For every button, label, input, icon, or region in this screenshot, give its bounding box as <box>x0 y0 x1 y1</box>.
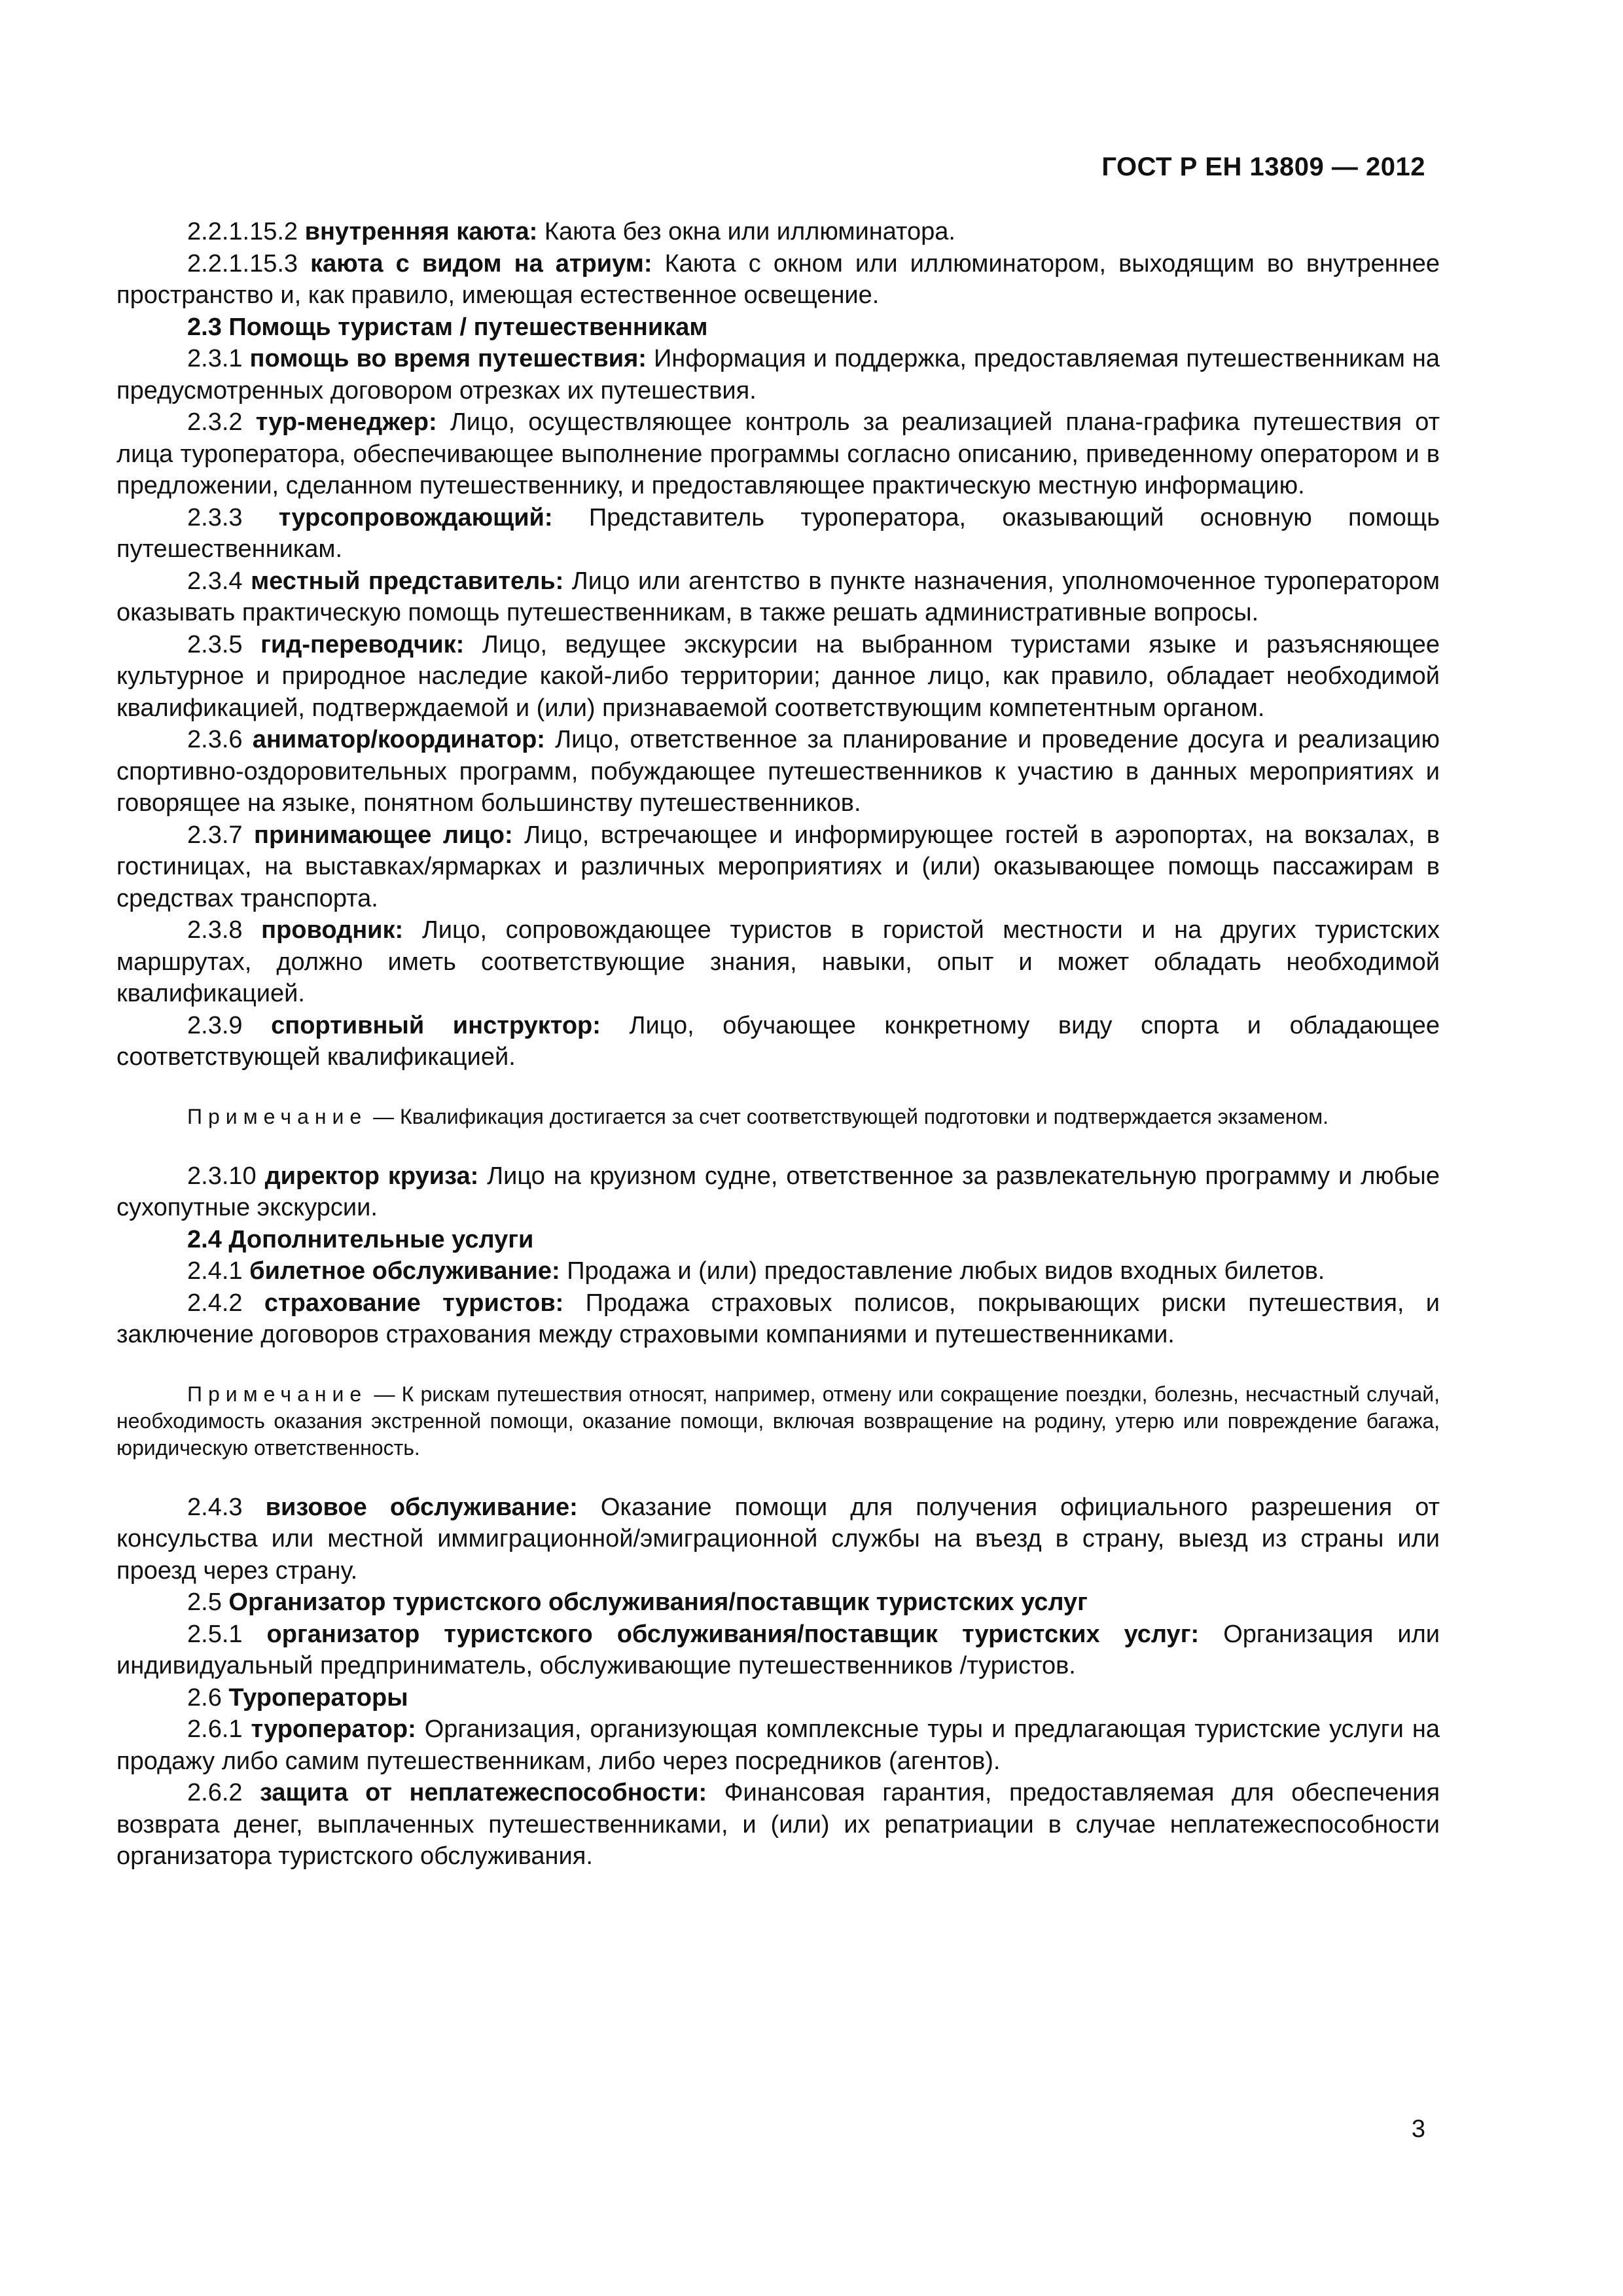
document-body <box>116 216 1440 1873</box>
term-item <box>116 406 1440 502</box>
term-definition: Лицо, сопровождающее туристов в гористой местности и на других туристских маршрутах, должно иметь соответствующие знания, навыки, опыт и может обладать необходимой квалификацией. <box>116 916 1440 1007</box>
section-heading: 2.3 Помощь туристам / путешественникам <box>187 313 708 341</box>
term-title: директор круиза: <box>264 1162 479 1190</box>
term-number: 2.4.1 <box>187 1257 243 1285</box>
term-title: проводник: <box>261 916 404 944</box>
term-title: страхование туристов: <box>264 1289 564 1317</box>
term-title: организатор туристского обслуживания/поставщик туристских услуг: <box>266 1620 1200 1648</box>
term-number: 2.2.1.15.3 <box>187 249 298 278</box>
term-item <box>116 1010 1440 1073</box>
term-number: 2.3.3 <box>187 503 243 531</box>
section-title: Туроператоры <box>228 1683 408 1712</box>
term-title: принимающее лицо: <box>254 821 513 849</box>
term-item <box>116 1492 1440 1587</box>
term-title: каюта с видом на атриум: <box>310 249 652 278</box>
term-item <box>116 1713 1440 1777</box>
section-heading: 2.4 Дополнительные услуги <box>187 1225 534 1253</box>
term-definition: Лицо, встречающее и информирующее гостей в аэропортах, на вокзалах, в гостиницах, на выставках/ярмарках и различных мероприятиях и (или) оказывающее помощь пассажирам в средствах транспорта. <box>116 821 1440 912</box>
note-text: — К рискам путешествия относят, например, отмену или сокращение поездки, болезнь, несчастный случай, необходимость оказания экстренной помощи, оказание помощи, включая возвращение на родину, утерю или повреждение багажа, юридическую ответственность. <box>116 1382 1440 1460</box>
term-title: визовое обслуживание: <box>265 1493 578 1521</box>
term-definition: Организация, организующая комплексные туры и предлагающая туристские услуги на продажу либо самим путешественникам, либо через посредников (агентов). <box>116 1715 1440 1775</box>
note <box>116 1381 1440 1462</box>
term-number: 2.4.2 <box>187 1289 243 1317</box>
term-number: 2.3.9 <box>187 1011 243 1039</box>
term-number: 2.3.2 <box>187 408 243 436</box>
term-definition: Лицо, ответственное за планирование и проведение досуга и реализацию спортивно-оздоровительных программ, побуждающее путешественников к участию в данных мероприятиях и говорящее на языке, понятном большинству путешественников. <box>116 726 1440 817</box>
note-label: Примечание <box>187 1382 368 1406</box>
term-item <box>116 1777 1440 1873</box>
term-number: 2.6.1 <box>187 1715 243 1743</box>
term-number: 2.4.3 <box>187 1493 243 1521</box>
term-definition: Лицо, осуществляющее контроль за реализацией плана-графика путешествия от лица туроператора, обеспечивающее выполнение программы согласно описанию, приведенному оператором и в предложении, сделанном путешественнику, и предоставляющее практическую местную информацию. <box>116 408 1440 499</box>
note-text: — Квалификация достигается за счет соответствующей подготовки и подтверждается экзаменом. <box>373 1104 1329 1128</box>
section-heading <box>116 1587 1440 1619</box>
term-item <box>116 216 1440 248</box>
term-number: 2.3.6 <box>187 726 243 753</box>
page-number: 3 <box>1411 2115 1425 2143</box>
term-definition: Лицо, ведущее экскурсии на выбранном туристами языке и разъясняющее культурное и природное наследие какой-либо территории; данное лицо, как правило, обладает необходимой квалификацией, подтверждаемой и (или) признаваемой соответствующим компетентным органом. <box>116 630 1440 722</box>
term-number: 2.3.7 <box>187 821 243 849</box>
term-item <box>116 1160 1440 1224</box>
term-definition: Организация или индивидуальный предприниматель, обслуживающие путешественников /туристов. <box>116 1620 1440 1679</box>
term-definition: Финансовая гарантия, предоставляемая для обеспечения возврата денег, выплаченных путешественниками, и (или) их репатриации в случае неплатежеспособности организатора туристского обслуживания. <box>116 1779 1440 1870</box>
term-item <box>116 502 1440 565</box>
term-item <box>116 1287 1440 1351</box>
term-title: спортивный инструктор: <box>271 1011 601 1039</box>
term-item <box>116 1255 1440 1287</box>
term-title: защита от неплатежеспособности: <box>260 1779 707 1806</box>
term-number: 2.3.10 <box>187 1162 257 1190</box>
term-title: туроператор: <box>251 1715 416 1743</box>
note <box>116 1103 1440 1130</box>
term-title: тур-менеджер: <box>255 408 437 436</box>
term-definition: Каюта без окна или иллюминатора. <box>544 218 955 245</box>
term-number: 2.3.5 <box>187 630 243 658</box>
term-number: 2.3.8 <box>187 916 243 944</box>
document-code: ГОСТ Р ЕН 13809 — 2012 <box>1101 152 1425 181</box>
section-number: 2.6 <box>187 1683 222 1712</box>
term-item <box>116 343 1440 406</box>
term-definition: Представитель туроператора, оказывающий основную помощь путешественникам. <box>116 503 1440 563</box>
note-label: Примечание <box>187 1104 368 1128</box>
term-number: 2.3.4 <box>187 567 243 595</box>
term-item <box>116 1619 1440 1682</box>
term-definition: Лицо или агентство в пункте назначения, уполномоченное туроператором оказывать практическую помощь путешественникам, в также решать административные вопросы. <box>116 567 1440 626</box>
term-item <box>116 629 1440 725</box>
term-title: внутренняя каюта: <box>304 218 538 245</box>
term-title: помощь во время путешествия: <box>249 345 647 372</box>
term-definition: Продажа и (или) предоставление любых видов входных билетов. <box>567 1257 1325 1285</box>
section-number: 2.5 <box>187 1588 222 1616</box>
term-item <box>116 819 1440 915</box>
term-definition: Каюта с окном или иллюминатором, выходящим во внутреннее пространство и, как правило, имеющая естественное освещение. <box>116 249 1440 309</box>
term-definition: Оказание помощи для получения официального разрешения от консульства или местной иммиграционной/эмиграционной службы на въезд в страну, выезд из страны или проезд через страну. <box>116 1493 1440 1585</box>
section-title: Организатор туристского обслуживания/поставщик туристских услуг <box>228 1588 1088 1616</box>
term-number: 2.3.1 <box>187 345 243 372</box>
term-title: билетное обслуживание: <box>249 1257 560 1285</box>
term-title: местный представитель: <box>251 567 564 595</box>
term-number: 2.6.2 <box>187 1779 243 1806</box>
term-item <box>116 248 1440 312</box>
term-title: гид-переводчик: <box>260 630 465 658</box>
term-item <box>116 724 1440 819</box>
section-heading <box>116 1682 1440 1714</box>
term-definition: Лицо на круизном судне, ответственное за развлекательную программу и любые сухопутные экскурсии. <box>116 1162 1440 1221</box>
term-definition: Продажа страховых полисов, покрывающих риски путешествия, и заключение договоров страхования между страховыми компаниями и путешественниками. <box>116 1289 1440 1348</box>
term-title: турсопровождающий: <box>278 503 553 531</box>
term-item <box>116 914 1440 1010</box>
term-number: 2.5.1 <box>187 1620 243 1648</box>
term-definition: Лицо, обучающее конкретному виду спорта и обладающее соответствующей квалификацией. <box>116 1011 1440 1071</box>
term-number: 2.2.1.15.2 <box>187 218 298 245</box>
term-title: аниматор/координатор: <box>252 726 545 753</box>
term-item <box>116 565 1440 629</box>
term-definition: Информация и поддержка, предоставляемая путешественникам на предусмотренных договором отрезках их путешествия. <box>116 345 1440 404</box>
